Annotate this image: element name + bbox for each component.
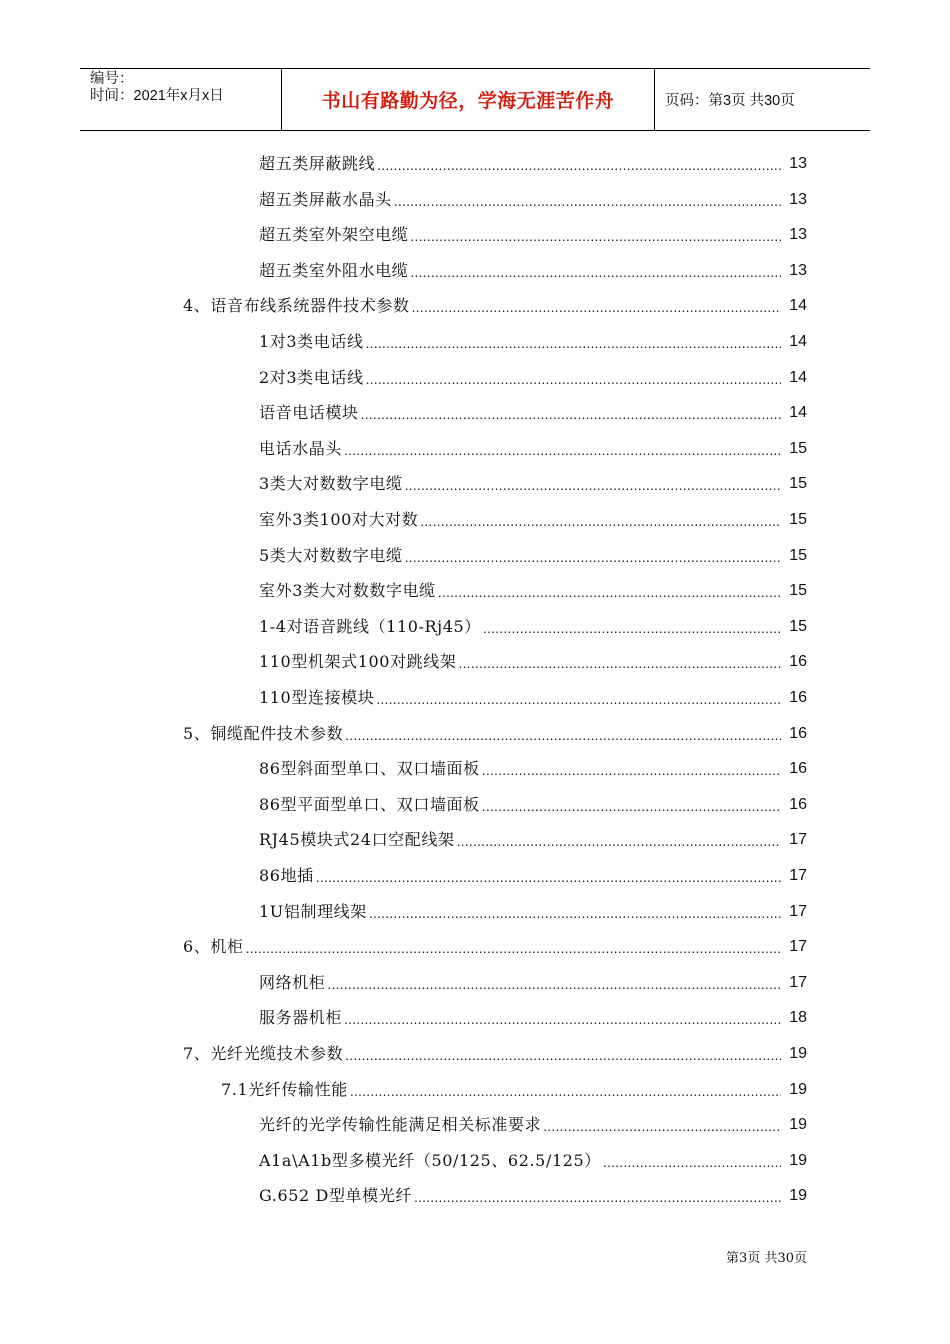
toc-entry-label: 5类大对数数字电缆 (259, 546, 403, 565)
toc-entry-page: 19 (789, 1187, 807, 1204)
toc-entry-page: 14 (789, 297, 807, 314)
toc-entry[interactable] (183, 292, 807, 316)
toc-dot-leader (458, 654, 781, 672)
toc-entry-label: 1-4对语音跳线（110-Rj45） (259, 617, 481, 636)
toc-entry[interactable] (259, 506, 807, 530)
toc-entry-page: 14 (789, 369, 807, 386)
document-number-label: 编号： (90, 71, 134, 87)
toc-entry-label: 超五类屏蔽水晶头 (259, 190, 392, 209)
toc-entry[interactable] (259, 1147, 807, 1171)
document-time-label: 时间：2021年x月x日 (90, 88, 224, 104)
toc-entry[interactable] (183, 720, 807, 744)
toc-entry[interactable] (259, 470, 807, 494)
toc-entry[interactable] (259, 648, 807, 672)
toc-entry-page: 16 (789, 796, 807, 813)
toc-dot-leader (482, 797, 781, 815)
toc-entry-label: 语音电话模块 (259, 403, 359, 422)
toc-entry-label: 室外3类大对数数字电缆 (259, 581, 436, 600)
toc-entry[interactable] (259, 577, 807, 601)
toc-dot-leader (377, 156, 781, 174)
toc-entry-label: 110型机架式100对跳线架 (259, 652, 457, 671)
toc-entry-label: A1a\A1b型多模光纤（50/125、62.5/125） (259, 1151, 601, 1170)
toc-entry-page: 14 (789, 404, 807, 421)
toc-entry[interactable] (259, 755, 807, 779)
toc-entry-page: 15 (789, 440, 807, 457)
toc-entry[interactable] (259, 257, 807, 281)
toc-entry[interactable] (259, 399, 807, 423)
toc-entry-page: 17 (789, 867, 807, 884)
toc-entry[interactable] (259, 969, 807, 993)
toc-entry-label: 网络机柜 (259, 973, 326, 992)
toc-entry[interactable] (259, 221, 807, 245)
toc-entry-label: 超五类室外阻水电缆 (259, 261, 409, 280)
toc-entry-label: G.652 D型单模光纤 (259, 1186, 412, 1205)
toc-entry[interactable] (259, 1182, 807, 1206)
toc-entry-page: 17 (789, 831, 807, 848)
toc-dot-leader (482, 761, 781, 779)
toc-dot-leader (412, 298, 781, 316)
toc-dot-leader (405, 548, 781, 566)
toc-entry-page: 17 (789, 974, 807, 991)
toc-dot-leader (366, 370, 781, 388)
toc-entry[interactable] (259, 1004, 807, 1028)
toc-entry-page: 19 (789, 1116, 807, 1133)
header-meta (80, 69, 282, 130)
toc-entry-label: 1U铝制理线架 (259, 902, 367, 921)
toc-entry-label: 2对3类电话线 (259, 368, 364, 387)
toc-dot-leader (246, 939, 781, 957)
toc-dot-leader (345, 1046, 781, 1064)
toc-entry-label: 光纤的光学传输性能满足相关标准要求 (259, 1115, 542, 1134)
toc-entry-label: 5、铜缆配件技术参数 (183, 724, 344, 743)
toc-dot-leader (376, 690, 781, 708)
toc-entry-label: 3类大对数数字电缆 (259, 474, 403, 493)
toc-entry-page: 16 (789, 653, 807, 670)
toc-entry-page: 16 (789, 760, 807, 777)
toc-dot-leader (369, 904, 781, 922)
page-footer: 第3页 共30页 (726, 1251, 807, 1266)
toc-entry-label: 7、光纤光缆技术参数 (183, 1044, 344, 1063)
toc-entry[interactable] (259, 150, 807, 174)
toc-dot-leader (345, 726, 781, 744)
toc-dot-leader (457, 832, 781, 850)
toc-entry-page: 19 (789, 1152, 807, 1169)
toc-entry-label: 110型连接模块 (259, 688, 375, 707)
toc-dot-leader (543, 1117, 781, 1135)
toc-entry[interactable] (259, 826, 807, 850)
toc-entry-page: 17 (789, 903, 807, 920)
toc-dot-leader (410, 227, 781, 245)
toc-entry-label: 6、机柜 (183, 937, 244, 956)
toc-dot-leader (414, 1188, 781, 1206)
toc-entry-page: 15 (789, 582, 807, 599)
toc-entry[interactable] (259, 684, 807, 708)
toc-entry[interactable] (259, 542, 807, 566)
toc-entry-label: 室外3类100对大对数 (259, 510, 419, 529)
toc-entry-label: 86型平面型单口、双口墙面板 (259, 795, 480, 814)
toc-entry-label: 电话水晶头 (259, 439, 343, 458)
toc-dot-leader (420, 512, 781, 530)
toc-entry[interactable] (259, 1111, 807, 1135)
page-header (80, 68, 870, 131)
toc-entry[interactable] (259, 186, 807, 210)
toc-dot-leader (344, 1010, 781, 1028)
toc-entry-page: 13 (789, 155, 807, 172)
toc-entry-page: 15 (789, 511, 807, 528)
toc-dot-leader (327, 975, 781, 993)
toc-entry[interactable] (259, 862, 807, 886)
toc-dot-leader (366, 334, 781, 352)
toc-dot-leader (483, 619, 781, 637)
toc-entry-page: 15 (789, 547, 807, 564)
toc-entry[interactable] (259, 364, 807, 388)
toc-entry[interactable] (183, 933, 807, 957)
toc-dot-leader (344, 441, 781, 459)
header-page-info: 页码：第3页 共30页 (665, 93, 795, 109)
toc-entry-page: 14 (789, 333, 807, 350)
toc-entry[interactable] (259, 435, 807, 459)
toc-entry-page: 15 (789, 475, 807, 492)
toc-entry-page: 16 (789, 689, 807, 706)
toc-entry-label: RJ45模块式24口空配线架 (259, 830, 455, 849)
toc-entry-page: 19 (789, 1081, 807, 1098)
toc-entry-page: 15 (789, 618, 807, 635)
toc-entry[interactable] (259, 791, 807, 815)
toc-entry-label: 86型斜面型单口、双口墙面板 (259, 759, 480, 778)
toc-dot-leader (394, 192, 781, 210)
toc-entry-label: 超五类屏蔽跳线 (259, 154, 376, 173)
toc-entry-page: 19 (789, 1045, 807, 1062)
toc-entry-page: 17 (789, 938, 807, 955)
toc-dot-leader (438, 583, 781, 601)
toc-entry-label: 4、语音布线系统器件技术参数 (183, 296, 410, 315)
toc-entry-page: 13 (789, 262, 807, 279)
toc-entry-page: 16 (789, 725, 807, 742)
toc-entry-page: 18 (789, 1009, 807, 1026)
toc-entry[interactable] (259, 328, 807, 352)
toc-dot-leader (405, 476, 781, 494)
toc-entry-label: 超五类室外架空电缆 (259, 225, 409, 244)
toc-entry-page: 13 (789, 191, 807, 208)
toc-entry-label: 7.1光纤传输性能 (221, 1080, 348, 1099)
toc-entry[interactable] (259, 613, 807, 637)
toc-entry[interactable] (221, 1076, 807, 1100)
toc-entry-page: 13 (789, 226, 807, 243)
toc-dot-leader (603, 1153, 781, 1171)
toc-entry-label: 1对3类电话线 (259, 332, 364, 351)
toc-entry-label: 86地插 (259, 866, 314, 885)
toc-entry-label: 服务器机柜 (259, 1008, 343, 1027)
toc-entry[interactable] (259, 898, 807, 922)
toc-dot-leader (410, 263, 781, 281)
toc-dot-leader (361, 405, 781, 423)
toc-dot-leader (316, 868, 781, 886)
header-motto: 书山有路勤为径，学海无涯苦作舟 (282, 69, 655, 130)
toc-dot-leader (350, 1082, 781, 1100)
toc-entry[interactable] (183, 1040, 807, 1064)
